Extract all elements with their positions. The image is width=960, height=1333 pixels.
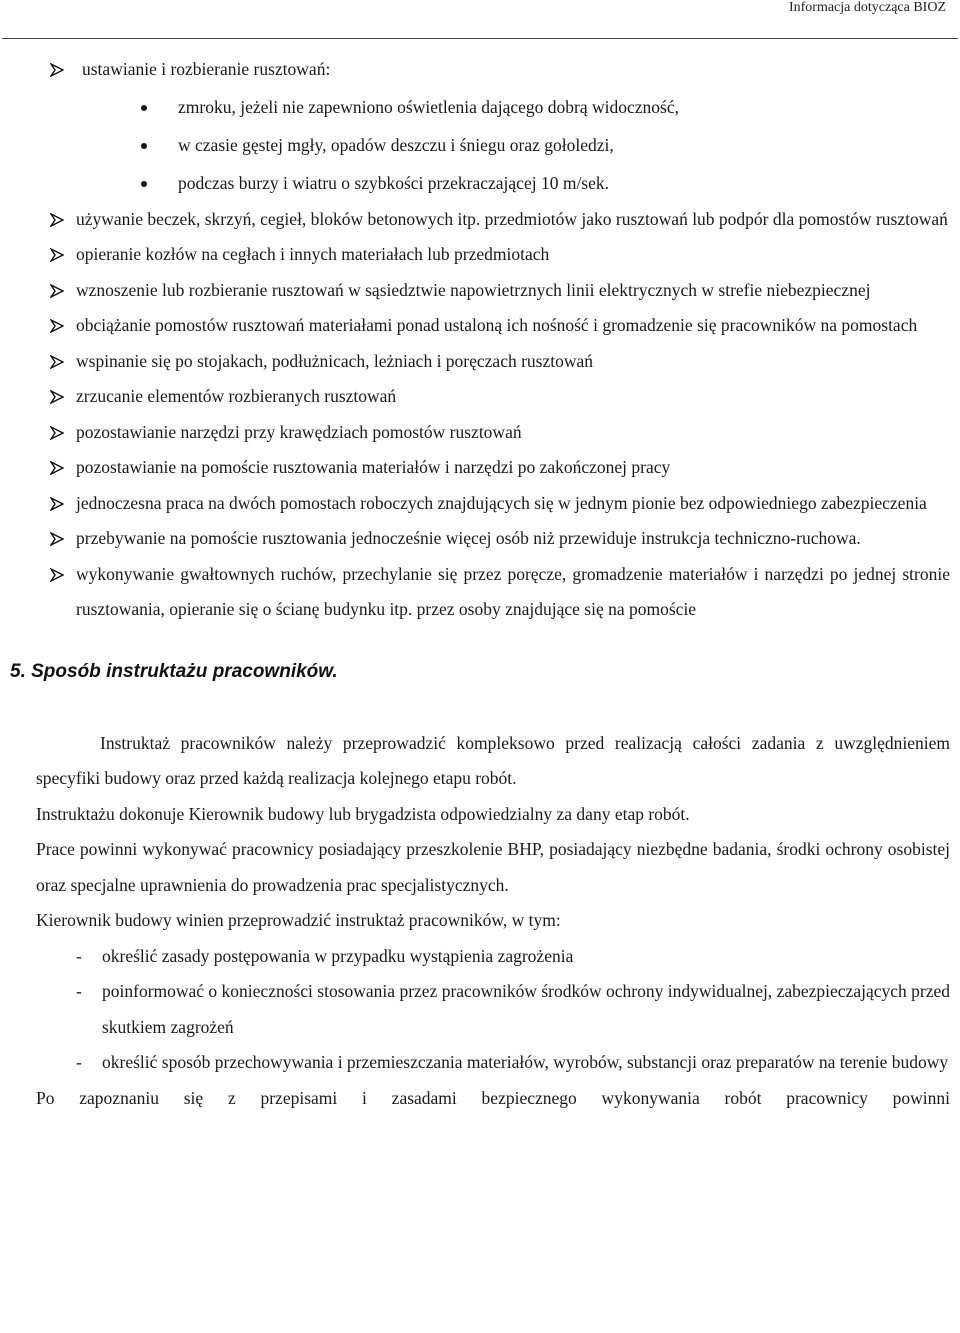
list-item <box>0 379 960 415</box>
list-item <box>0 237 960 273</box>
page-header: Informacja dotycząca BIOZ <box>788 0 946 15</box>
list-item-text: wykonywanie gwałtownych ruchów, przechylanie się przez poręcze, gromadzenie materiałów i narzędzi po jednej stronie rusztowania, opieranie się o ścianę budynku itp. przez osoby znajdujące się na pomoście <box>76 563 950 619</box>
dash-list-item <box>0 974 960 1045</box>
list-item-text: jednoczesna praca na dwóch pomostach roboczych znajdujących się w jednym pionie bez odpowiedniego zabezpieczenia <box>76 492 927 513</box>
list-item-text: ustawianie i rozbieranie rusztowań: <box>82 59 331 79</box>
dot-bullet-icon <box>141 105 147 111</box>
dot-bullet-icon <box>141 143 147 149</box>
list-item-text: opieranie kozłów na cegłach i innych materiałach lub przedmiotach <box>76 244 550 264</box>
list-item-text: wspinanie się po stojakach, podłużnicach, leżniach i poręczach rusztowań <box>76 350 594 371</box>
list-item <box>0 450 960 486</box>
list-item-text: przebywanie na pomoście rusztowania jednocześnie więcej osób niż przewiduje instrukcja techniczno-ruchowa. <box>76 528 861 548</box>
list-item-text: pozostawianie na pomoście rusztowania materiałów i narzędzi po zakończonej pracy <box>76 457 671 477</box>
sub-list-item <box>0 126 960 164</box>
list-item <box>0 344 960 380</box>
document-body <box>0 52 960 1116</box>
section-heading: 5. Sposób instruktażu pracowników. <box>10 660 338 682</box>
dash-list-item-text: określić zasady postępowania w przypadku wystąpienia zagrożenia <box>102 945 574 966</box>
dash-list-item <box>0 1045 960 1081</box>
paragraph: Po zapoznaniu się z przepisami i zasadami bezpiecznego wykonywania robót pracownicy powinni <box>36 1087 950 1108</box>
sub-list-item-text: w czasie gęstej mgły, opadów deszczu i śniegu oraz gołoledzi, <box>178 134 614 155</box>
dot-bullet-icon <box>141 181 147 187</box>
list-item <box>0 557 960 628</box>
dash-bullet: - <box>76 981 82 1001</box>
sub-list-item-text: podczas burzy i wiatru o szybkości przekraczającej 10 m/sek. <box>178 172 610 193</box>
paragraph: Instruktaż pracowników należy przeprowadzić kompleksowo przed realizacją całości zadania z uwzględnieniem specyfiki budowy oraz przed każdą realizacja kolejnego etapu robót. <box>36 732 950 788</box>
list-item-text: używanie beczek, skrzyń, cegieł, bloków betonowych itp. przedmiotów jako rusztowań lub podpór dla pomostów rusztowań <box>76 208 948 229</box>
paragraph: Instruktażu dokonuje Kierownik budowy lub brygadzista odpowiedzialny za dany etap robót. <box>36 803 690 824</box>
list-item <box>0 273 960 309</box>
list-item <box>0 486 960 522</box>
list-item <box>0 308 960 344</box>
list-item-text: wznoszenie lub rozbieranie rusztowań w sąsiedztwie napowietrznych linii elektrycznych w strefie niebezpiecznej <box>76 279 871 300</box>
list-item-text: pozostawianie narzędzi przy krawędziach pomostów rusztowań <box>76 421 522 442</box>
dash-list-item <box>0 939 960 975</box>
header-divider <box>2 38 958 39</box>
dash-bullet: - <box>76 1052 82 1072</box>
list-item <box>0 415 960 451</box>
list-item-text: zrzucanie elementów rozbieranych rusztowań <box>76 386 397 406</box>
list-item <box>0 52 960 88</box>
sub-list-item <box>0 88 960 126</box>
list-item <box>0 521 960 557</box>
dash-list-item-text: określić sposób przechowywania i przemieszczania materiałów, wyrobów, substancji oraz preparatów na terenie budowy <box>102 1052 949 1072</box>
dash-list-item-text: poinformować o konieczności stosowania przez pracowników środków ochrony indywidualnej, zabezpieczających przed skutkiem zagrożeń <box>102 981 950 1037</box>
paragraph: Prace powinni wykonywać pracownicy posiadający przeszkolenie BHP, posiadający niezbędne badania, środki ochrony osobistej oraz specjalne uprawnienia do prowadzenia prac specjalistycznych. <box>36 839 950 895</box>
list-item-text: obciążanie pomostów rusztowań materiałami ponad ustaloną ich nośność i gromadzenie się pracowników na pomostach <box>76 315 918 335</box>
dash-bullet: - <box>76 945 82 966</box>
sub-list-item <box>0 164 960 202</box>
sub-list-item-text: zmroku, jeżeli nie zapewniono oświetlenia dającego dobrą widoczność, <box>178 96 679 117</box>
paragraph: Kierownik budowy winien przeprowadzić instruktaż pracowników, w tym: <box>36 910 561 930</box>
list-item <box>0 202 960 238</box>
